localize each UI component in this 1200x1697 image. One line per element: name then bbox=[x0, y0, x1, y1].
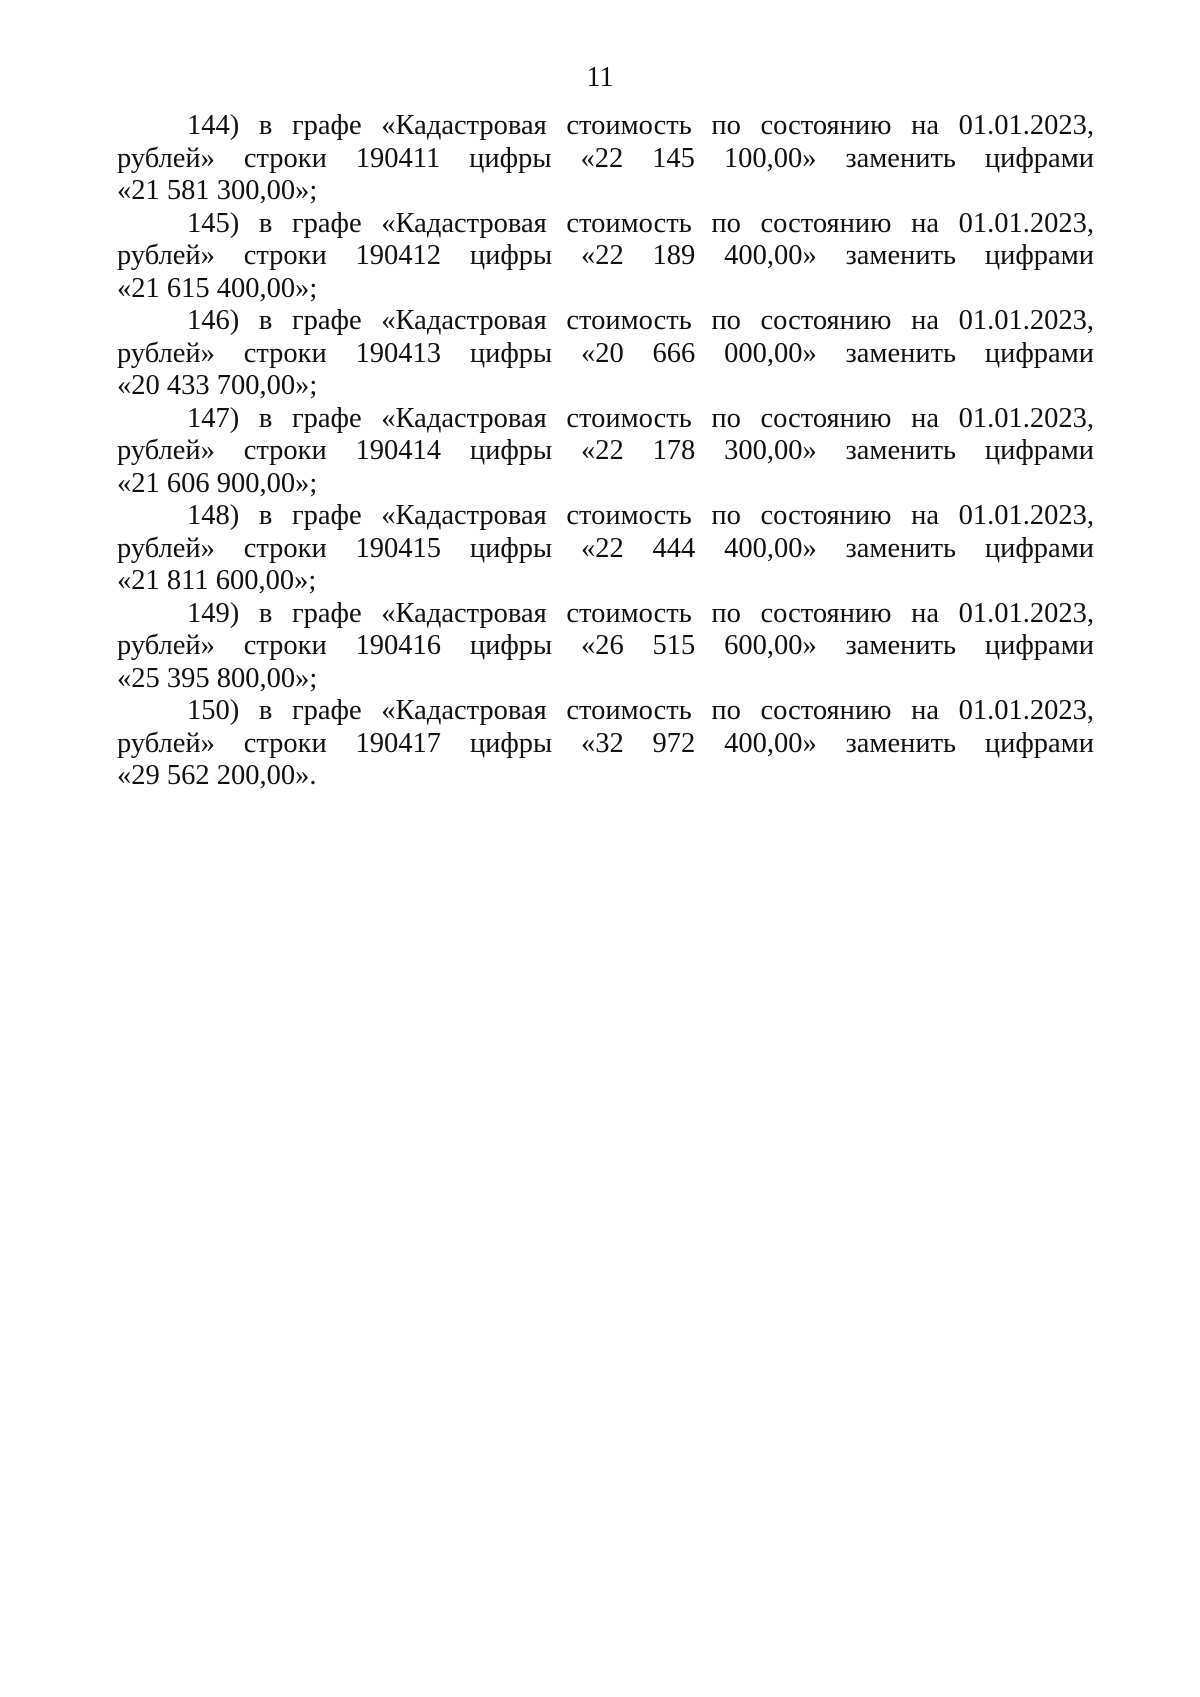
amendment-line-2: рублей» строки 190414 цифры «22 178 300,00» заменить цифрами bbox=[117, 435, 1094, 466]
amendment-line-3: «21 615 400,00»; bbox=[117, 272, 318, 304]
amendment-line-1: 147) в графе «Кадастровая стоимость по состоянию на 01.01.2023, bbox=[187, 402, 1094, 434]
amendment-line-3: «21 606 900,00»; bbox=[117, 467, 318, 499]
amendment-line-3: «20 433 700,00»; bbox=[117, 370, 318, 401]
amendment-line-3: «29 562 200,00». bbox=[117, 760, 317, 791]
amendment-item-144 bbox=[117, 110, 1094, 208]
amendment-line-1: 146) в графе «Кадастровая стоимость по состоянию на 01.01.2023, bbox=[187, 305, 1094, 336]
amendment-item-145 bbox=[117, 208, 1094, 306]
amendment-item-146 bbox=[117, 305, 1094, 403]
amendment-line-3: «21 581 300,00»; bbox=[117, 175, 318, 206]
page-number: 11 bbox=[586, 62, 614, 93]
amendment-item-148 bbox=[117, 500, 1094, 598]
amendment-line-1: 144) в графе «Кадастровая стоимость по состоянию на 01.01.2023, bbox=[187, 110, 1094, 141]
document-body bbox=[117, 110, 1094, 793]
amendment-line-2: рублей» строки 190415 цифры «22 444 400,00» заменить цифрами bbox=[117, 532, 1094, 564]
amendment-line-2: рублей» строки 190412 цифры «22 189 400,00» заменить цифрами bbox=[117, 240, 1094, 271]
amendment-line-2: рублей» строки 190413 цифры «20 666 000,00» заменить цифрами bbox=[117, 337, 1094, 369]
amendment-item-149 bbox=[117, 598, 1094, 696]
amendment-line-1: 149) в графе «Кадастровая стоимость по состоянию на 01.01.2023, bbox=[187, 597, 1094, 629]
amendment-item-150 bbox=[117, 695, 1094, 793]
amendment-line-1: 145) в графе «Кадастровая стоимость по состоянию на 01.01.2023, bbox=[187, 207, 1094, 239]
amendment-line-2: рублей» строки 190411 цифры «22 145 100,00» заменить цифрами bbox=[117, 142, 1094, 174]
amendment-line-3: «25 395 800,00»; bbox=[117, 662, 318, 694]
amendment-line-1: 148) в графе «Кадастровая стоимость по состоянию на 01.01.2023, bbox=[187, 500, 1094, 531]
amendment-line-3: «21 811 600,00»; bbox=[117, 565, 317, 596]
amendment-line-2: рублей» строки 190417 цифры «32 972 400,00» заменить цифрами bbox=[117, 727, 1094, 759]
amendment-line-1: 150) в графе «Кадастровая стоимость по состоянию на 01.01.2023, bbox=[187, 695, 1094, 726]
amendment-line-2: рублей» строки 190416 цифры «26 515 600,00» заменить цифрами bbox=[117, 630, 1094, 661]
amendment-item-147 bbox=[117, 403, 1094, 501]
